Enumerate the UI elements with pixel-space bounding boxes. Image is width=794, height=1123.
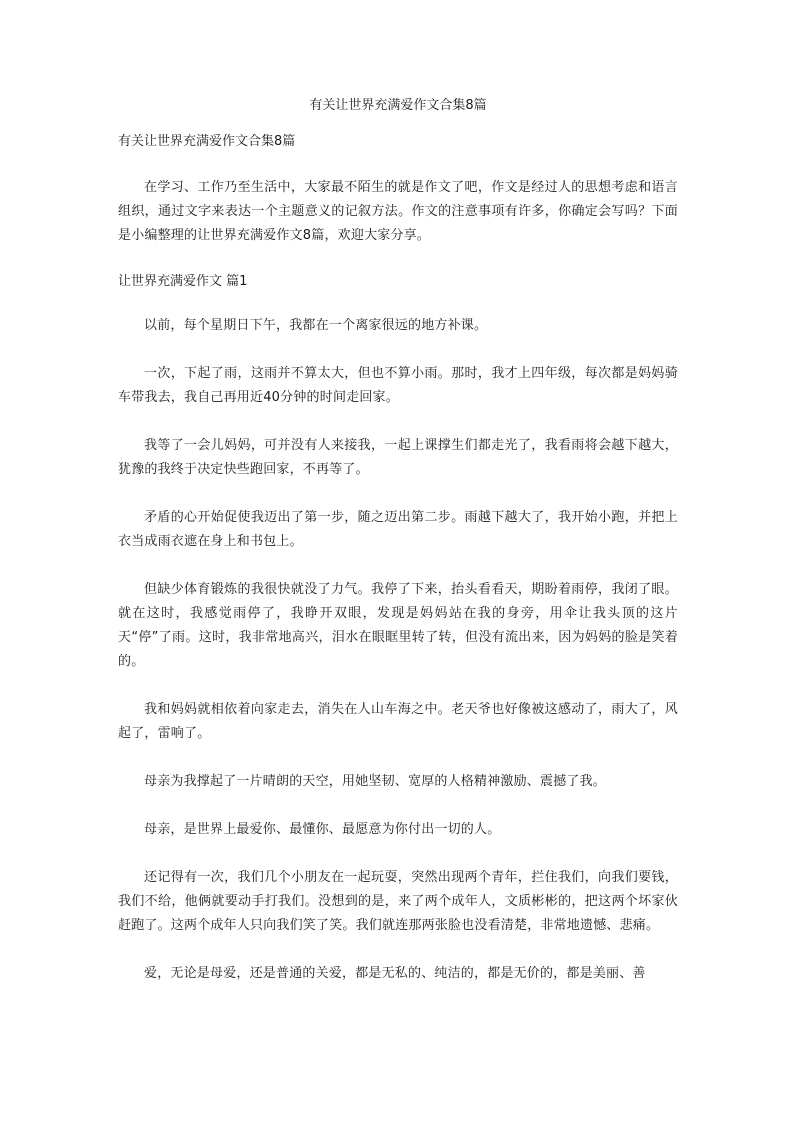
document-page bbox=[118, 96, 678, 1010]
body-paragraph: 还记得有一次，我们几个小朋友在一起玩耍，突然出现两个青年，拦住我们，向我们要钱，我们不给，他俩就要动手打我们。没想到的是，来了两个成年人，文质彬彬的，把这两个坏家伙赶跑了。这两个成年人只向我们笑了笑。我们就连那两张脸也没看清楚，非常地遗憾、悲痛。 bbox=[118, 870, 678, 933]
body-paragraph: 母亲为我撑起了一片晴朗的天空，用她坚韧、宽厚的人格精神激励、震撼了我。 bbox=[144, 774, 607, 789]
body-paragraph: 我和妈妈就相依着向家走去，消失在人山车海之中。老天爷也好像被这感动了，雨大了，风起了，雷响了。 bbox=[118, 702, 678, 741]
body-paragraph: 矛盾的心开始促使我迈出了第一步，随之迈出第二步。雨越下越大了，我开始小跑，并把上衣当成雨衣遮在身上和书包上。 bbox=[118, 510, 678, 549]
body-paragraph: 一次，下起了雨，这雨并不算太大，但也不算小雨。那时，我才上四年级，每次都是妈妈骑车带我去，我自己再用近40分钟的时间走回家。 bbox=[118, 366, 678, 405]
document-subtitle: 有关让世界充满爱作文合集8篇 bbox=[118, 134, 296, 149]
body-paragraph: 我等了一会儿妈妈，可并没有人来接我，一起上课撑生们都走光了，我看雨将会越下越大，犹豫的我终于决定快些跑回家，不再等了。 bbox=[118, 438, 678, 477]
body-paragraph: 爱，无论是母爱，还是普通的关爱，都是无私的、纯洁的，都是无价的，都是美丽、善 bbox=[144, 966, 646, 981]
intro-paragraph: 在学习、工作乃至生活中，大家最不陌生的就是作文了吧，作文是经过人的思想考虑和语言组织，通过文字来表达一个主题意义的记叙方法。作文的注意事项有许多，你确定会写吗？下面是小编整理的让世界充满爱作文8篇，欢迎大家分享。 bbox=[118, 180, 678, 243]
document-title: 有关让世界充满爱作文合集8篇 bbox=[309, 98, 487, 113]
section-heading: 让世界充满爱作文 篇1 bbox=[118, 274, 248, 289]
body-paragraph: 母亲，是世界上最爱你、最懂你、最愿意为你付出一切的人。 bbox=[144, 822, 501, 837]
body-paragraph: 但缺少体育锻炼的我很快就没了力气。我停了下来，抬头看看天，期盼着雨停，我闭了眼。就在这时，我感觉雨停了，我睁开双眼，发现是妈妈站在我的身旁，用伞让我头顶的这片天“停”了雨。这时，我非常地高兴，泪水在眼眶里转了转，但没有流出来，因为妈妈的脸是笑着的。 bbox=[118, 582, 678, 669]
body-paragraph: 以前，每个星期日下午，我都在一个离家很远的地方补课。 bbox=[144, 318, 488, 333]
